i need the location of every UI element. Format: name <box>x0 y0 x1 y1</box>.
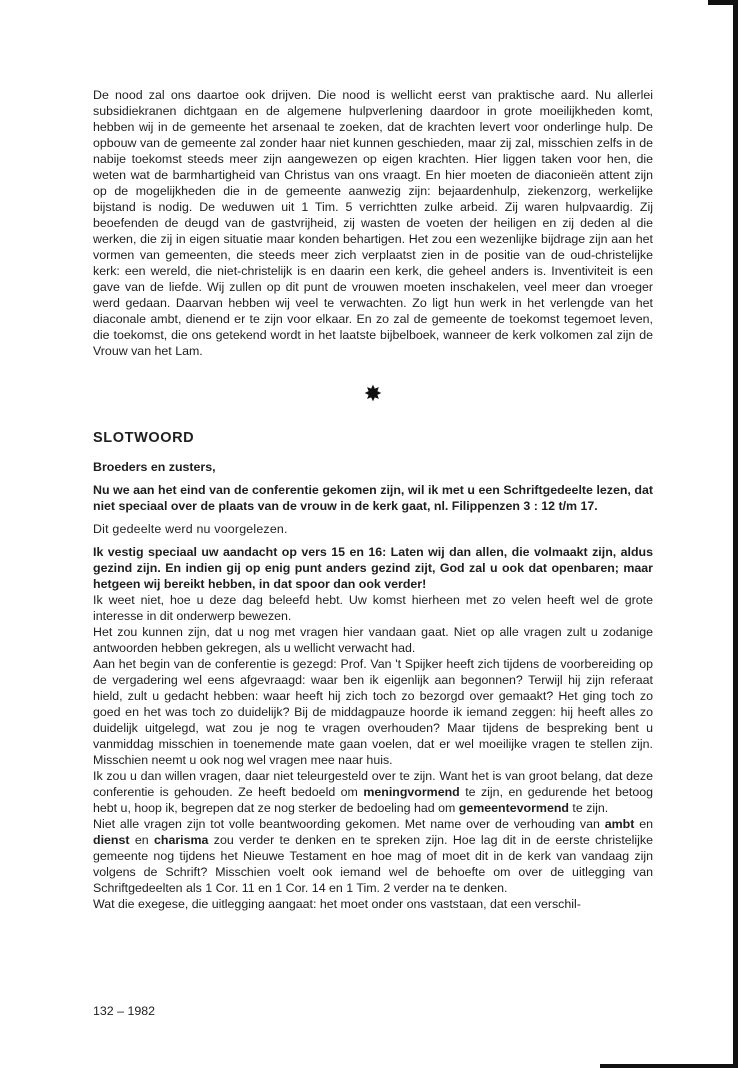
emphasis-ambt: ambt <box>604 817 635 831</box>
paragraph-4-text-a: Ik zou u dan willen vragen, daar niet teleurgesteld over te zijn. Want het is van groot belang, dat deze conferentie is gehouden. Ze heeft bedoeld om <box>93 769 653 799</box>
emphasis-dienst: dienst <box>93 833 130 847</box>
page-edge-right <box>733 0 738 1068</box>
separator-asterisk-icon: ✸ <box>363 381 383 406</box>
paragraph-2: Het zou kunnen zijn, dat u nog met vragen hier vandaan gaat. Niet op alle vragen zult u zodanige antwoorden hebben gekregen, als u wellicht verwacht had. <box>93 625 653 655</box>
salutation: Broeders en zusters, <box>93 460 216 474</box>
emphasis-meningvormend: meningvormend <box>363 785 460 799</box>
body-paragraph: De nood zal ons daartoe ook drijven. Die nood is wellicht eerst van praktische aard. Nu allerlei subsidiekranen dichtgaan en de algemene hulpverlening daardoor in grote moeilijkheden komt, hebben wij in de gemeente het arsenaal te zoeken, dat de krachten levert voor onderlinge hulp. De opbouw van de gemeente zal zonder haar niet kunnen geschieden, maar zij zal, misschien zelfs in de nabije toekomst steeds meer zijn aangewezen op eigen krachten. Hier liggen taken voor hen, die weten wat de barmhartigheid van Christus van ons vraagt. En hier moeten de diaconieën attent zijn op de mogelijkheden die in de gemeente aanwezig zijn: bejaardenhulp, ziekenzorg, werkelijke bijstand is nodig. De weduwen uit 1 Tim. 5 verrichtten zulke arbeid. Zij waren hulpvaardig. Zij beoefenden de deugd van de gastvrijheid, zij wasten de voeten der heiligen en zij deden al die werken, die zij in eigen situatie maar konden behartigen. Het zou een wezenlijke bijdrage zijn aan het vormen van gemeenten, die steeds meer zich verplaatst zien in de positie van de oud-christelijke kerk: een wereld, die niet-christelijk is en daarin een kerk, die geheel anders is. Inventiviteit is een gave van de liefde. Wij zullen op dit punt de vrouwen moeten inschakelen, veel meer dan vroeger werd gedaan. Daarvan hebben wij veel te verwachten. Zo ligt hun werk in het verlengde van het diaconale ambt, dienend er te zijn voor elkaar. En zo zal de gemeente de toekomst tegemoet leven, die toekomst, die ons getekend wordt in het laatste bijbelboek, wanneer de kerk volkomen zal zijn de Vrouw van het Lam. <box>93 88 653 358</box>
paragraph-4 <box>93 768 653 816</box>
paragraph-4-text-c: te zijn. <box>568 801 609 815</box>
page-content <box>93 87 653 912</box>
bold-intro: Nu we aan het eind van de conferentie gekomen zijn, wil ik met u een Schriftgedeelte lezen, dat niet speciaal over de plaats van de vrouw in de kerk gaat, nl. Filippenzen 3 : 12 t/m 17. <box>93 483 653 513</box>
paragraph-4-text-b: te zijn, en gedurende het betoog hebt u, hoop ik, begrepen dat ze nog sterker de bedoeling had om <box>93 785 653 815</box>
paragraph-6: Wat die exegese, die uitlegging aangaat: het moet onder ons vaststaan, dat een verschil- <box>93 897 581 911</box>
page-edge-bottom <box>600 1064 738 1068</box>
paragraph-5 <box>93 816 653 896</box>
section-heading: SLOTWOORD <box>93 430 195 446</box>
paragraph-5-text-a: Niet alle vragen zijn tot volle beantwoording gekomen. Met name over de verhouding van <box>93 817 605 831</box>
paragraph-5-text-b: en <box>634 817 653 831</box>
paragraph-3: Aan het begin van de conferentie is gezegd: Prof. Van 't Spijker heeft zich tijdens de voorbereiding op de vergadering wel eens afgevraagd: waar ben ik eigenlijk aan begonnen? Terwijl hij zijn referaat hield, zult u gedacht hebben: waar heeft hij zich toch zo bezorgd over gemaakt? Het ging toch zo goed en het was toch zo duidelijk? Bij de middagpauze hoorde ik iemand zeggen: hij heeft alles zo duidelijk uitgelegd, wat zou je nog te vragen overhouden? Maar tijdens de bespreking bent u vanmiddag misschien in toenemende mate gaan voelen, dat er wel moeilijke vragen te stellen zijn. Misschien neemt u ook nog wel vragen mee naar huis. <box>93 657 653 767</box>
emphasis-charisma: charisma <box>153 833 209 847</box>
paragraph-1: Ik weet niet, hoe u deze dag beleefd hebt. Uw komst hierheen met zo velen heeft wel de grote interesse in dit onderwerp bewezen. <box>93 593 653 623</box>
emphasis-gemeentevormend: gemeentevormend <box>458 801 569 815</box>
page-edge-top <box>708 0 738 5</box>
page-folio: 132 – 1982 <box>93 1004 156 1018</box>
paragraph-5-text-d: zou verder te denken en te spreken zijn. Hoe lag dit in de eerste christelijke gemeente nog tijdens het Nieuwe Testament en hoe mag of moet dit in de kerk van vandaag zijn volgens de Schrift? Misschien voelt ook iemand wel de behoefte om over de uitlegging van Schriftgedeelten als 1 Cor. 11 en 1 Cor. 14 en 1 Tim. 2 verder na te denken. <box>93 833 653 895</box>
paragraph-5-text-c: en <box>129 833 154 847</box>
reading-note: Dit gedeelte werd nu voorgelezen. <box>93 522 288 536</box>
bold-verse: Ik vestig speciaal uw aandacht op vers 15 en 16: Laten wij dan allen, die volmaakt zijn, aldus gezind zijn. En indien gij op enig punt anders gezind zijt, God zal u ook dat openbaren; maar hetgeen wij bereikt hebben, in dat spoor dan ook verder! <box>93 545 653 591</box>
